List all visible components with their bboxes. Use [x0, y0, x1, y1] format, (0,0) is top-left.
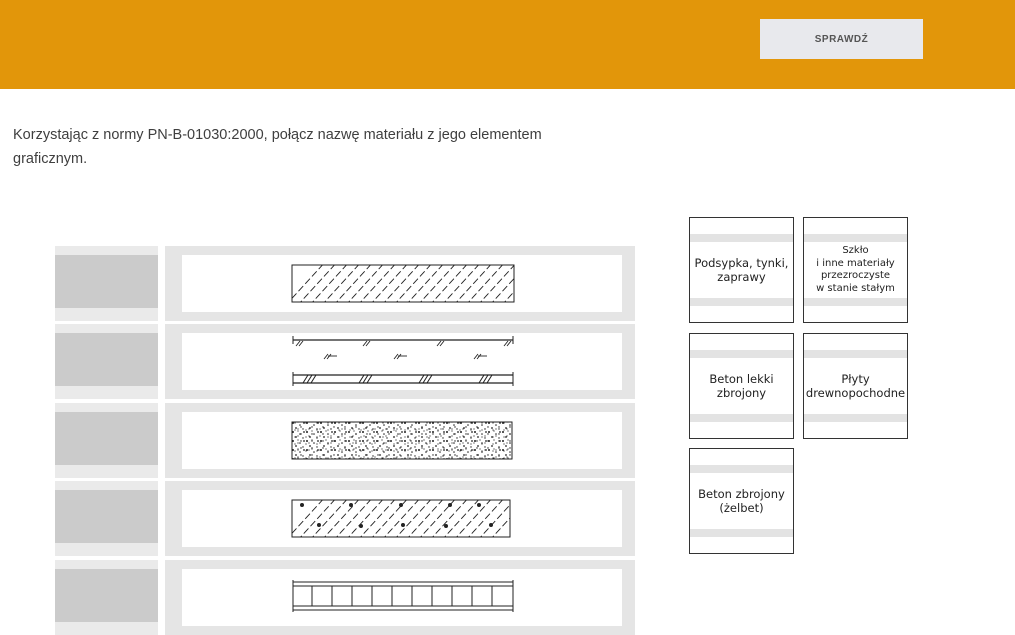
tile-band [804, 298, 907, 306]
tile-beton-lekki[interactable] [689, 333, 794, 439]
drop-slot[interactable] [55, 324, 158, 399]
tile-zelbet[interactable] [689, 448, 794, 554]
drop-slot-area [55, 333, 158, 386]
symbol-panel [165, 324, 635, 399]
drop-slot[interactable] [55, 403, 158, 478]
tile-label: Szkło i inne materiały przezroczyste w stanie stałym [816, 245, 895, 294]
drop-slot-area [55, 490, 158, 543]
ladder-grid-symbol [165, 560, 635, 635]
symbol-panel [165, 246, 635, 321]
match-row [55, 403, 635, 478]
tile-label: Płyty drewnopochodne [805, 372, 906, 400]
tile-band [690, 414, 793, 422]
tile-podsypka[interactable] [689, 217, 794, 323]
drop-slot-area [55, 412, 158, 465]
tile-band [690, 350, 793, 358]
top-bar [0, 0, 1015, 89]
tile-szklo[interactable] [803, 217, 908, 323]
drop-slot[interactable] [55, 481, 158, 556]
match-row [55, 481, 635, 556]
tile-label: Podsypka, tynki, zaprawy [694, 256, 789, 284]
match-row [55, 246, 635, 321]
tile-label: Beton lekki zbrojony [709, 372, 774, 400]
tile-band [690, 465, 793, 473]
symbol-panel [165, 560, 635, 635]
glass-lines-symbol [165, 324, 635, 399]
tile-band [690, 234, 793, 242]
tile-plyty[interactable] [803, 333, 908, 439]
tile-band [690, 529, 793, 537]
drop-slot-area [55, 255, 158, 308]
tile-band [804, 414, 907, 422]
match-row [55, 560, 635, 635]
symbol-panel [165, 403, 635, 478]
instruction-text: Korzystając z normy PN-B-01030:2000, połącz nazwę materiału z jego elementem graficznym. [13, 127, 542, 167]
tile-label: Beton zbrojony (żelbet) [698, 487, 785, 515]
match-row [55, 324, 635, 399]
symbol-panel [165, 481, 635, 556]
drop-slot-area [55, 569, 158, 622]
tile-band [804, 234, 907, 242]
stippled-dots-symbol [165, 403, 635, 478]
tile-band [804, 350, 907, 358]
reinforced-concrete-hatch-symbol [165, 481, 635, 556]
tile-band [690, 298, 793, 306]
drop-slot[interactable] [55, 560, 158, 635]
diagonal-hatch-symbol [165, 246, 635, 321]
drop-slot[interactable] [55, 246, 158, 321]
check-button[interactable]: SPRAWDŹ [760, 19, 923, 59]
